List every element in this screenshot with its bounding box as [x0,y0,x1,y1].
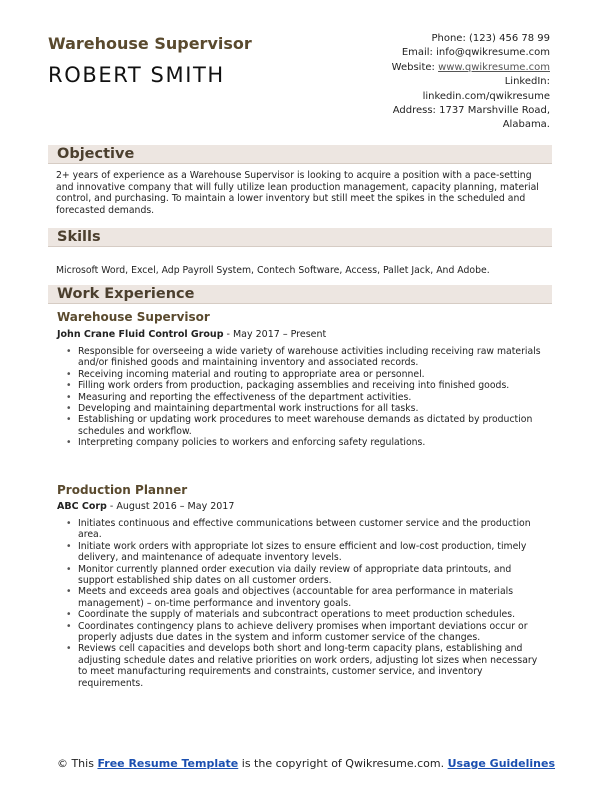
header-job-title: Warehouse Supervisor [48,34,252,53]
contact-address [392,104,550,118]
free-resume-template-link[interactable]: Free Resume Template [97,757,239,770]
email-value: info@qwikresume.com [436,47,550,59]
job-1-meta [57,329,326,340]
list-item: • Monitor currently planned order execution via daily review of appropriate data printouts, and support established ship dates on all customer orders. [66,564,546,587]
contact-email [392,46,550,60]
phone-value: (123) 456 78 99 [469,33,550,44]
job-2-title: Production Planner [57,483,188,497]
list-item: • Meets and exceeds area goals and objectives (accountable for area performance in materials management) – on-time performance and inventory goals. [66,586,546,609]
list-item: • Receiving incoming material and routing to appropriate area or personnel. [66,369,546,380]
experience-heading: Work Experience [57,286,195,302]
list-item: • Initiate work orders with appropriate lot sizes to ensure efficient and low-cost production, timely delivery, and maintenance of adequate inventory levels. [66,541,546,564]
experience-section-header [48,285,552,304]
list-item: • Initiates continuous and effective communications between customer service and the production area. [66,518,546,541]
contact-address-line2: Alabama. [502,119,550,131]
website-link[interactable]: www.qwikresume.com [438,61,550,73]
objective-heading: Objective [57,146,135,162]
contact-website [392,61,550,75]
list-item: • Developing and maintaining departmental work instructions for all tasks. [66,403,546,414]
list-item: • Establishing or updating work procedures to meet warehouse demands as dictated by production schedules and workflow. [66,414,546,437]
phone-label: Phone: [431,33,466,44]
objective-text: 2+ years of experience as a Warehouse Supervisor is looking to acquire a position with a pace-setting and innovative company that will fully utilize lean production management, capacity planning, material control, and purchasing. To maintain a lower inventory but still meet the spikes in the scheduled and forecasted demands. [56,170,539,216]
skills-text: Microsoft Word, Excel, Adp Payroll System, Contech Software, Access, Pallet Jack, And Adobe. [56,265,490,276]
email-label: Email: [401,47,433,59]
contact-phone [392,32,550,46]
website-label: Website: [391,61,435,73]
list-item: • Measuring and reporting the effectiveness of the department activities. [66,392,546,403]
skills-section-header [48,228,552,247]
list-item: • Coordinates contingency plans to achieve delivery promises when important deviations occur or properly adjusts due dates in the system and inform customer service of the changes. [66,621,546,644]
job-1-title: Warehouse Supervisor [57,310,210,324]
usage-guidelines-link[interactable]: Usage Guidelines [447,757,556,770]
list-item: • Filling work orders from production, packaging assemblies and receiving into finished goods. [66,380,546,391]
footer-prefix: © This [56,757,98,770]
job-1-company: John Crane Fluid Control Group [57,329,224,340]
contact-block [392,32,550,133]
job-2-dates: - August 2016 – May 2017 [106,501,235,512]
job-2-bullets [66,518,546,689]
address-line1: 1737 Marshville Road, [439,105,550,117]
job-1-dates: - May 2017 – Present [223,329,327,340]
list-item: • Reviews cell capacities and develops both short and long-term capacity plans, establishing and adjusting schedule dates and relative priorities on work orders, adjusting lot sizes when necessary to meet manufacturing requirements and constraints, customer service, and inventory requirements. [66,643,546,689]
candidate-name: ROBERT SMITH [48,63,225,87]
footer-middle: is the copyright of Qwikresume.com. [238,757,448,770]
list-item: • Coordinate the supply of materials and subcontract operations to meet production schedules. [66,609,546,620]
copyright-footer [0,757,612,771]
contact-linkedin-label: LinkedIn: [504,76,550,88]
list-item: • Responsible for overseeing a wide variety of warehouse activities including receiving raw materials and/or finished goods and maintaining inventory and associated records. [66,346,546,369]
job-1-bullets [66,346,546,449]
job-2-meta [57,501,234,512]
address-label: Address: [392,105,436,117]
skills-heading: Skills [57,229,101,245]
objective-section-header [48,145,552,164]
list-item: • Interpreting company policies to workers and enforcing safety regulations. [66,437,546,448]
contact-linkedin-value: linkedin.com/qwikresume [422,90,550,102]
job-2-company: ABC Corp [57,501,107,512]
